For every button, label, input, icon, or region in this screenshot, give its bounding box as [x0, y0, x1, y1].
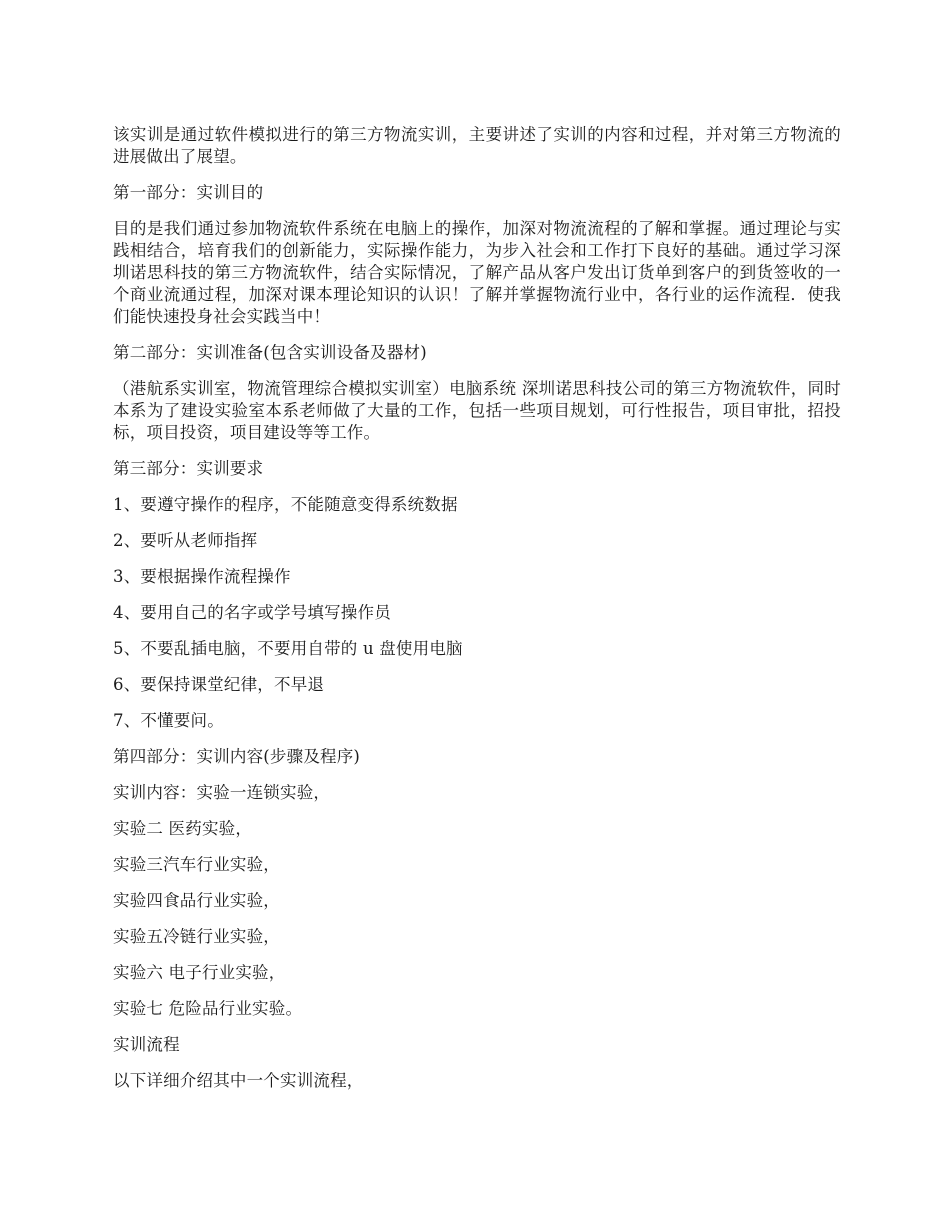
- flow-heading: 实训流程: [113, 1035, 180, 1054]
- experiment-item: 实验六 电子行业实验，: [113, 963, 286, 982]
- requirement-item: 3、要根据操作流程操作: [113, 567, 291, 586]
- part3-heading: 第三部分：实训要求: [113, 459, 264, 478]
- experiment-item: 实验二 医药实验，: [113, 819, 253, 838]
- experiment-item: 实验七 危险品行业实验。: [113, 999, 303, 1018]
- experiment-item: 实训内容：实验一连锁实验，: [113, 783, 331, 802]
- requirement-item: 5、不要乱插电脑，不要用自带的 u 盘使用电脑: [113, 639, 463, 658]
- part2-heading: 第二部分：实训准备(包含实训设备及器材): [113, 343, 427, 362]
- requirement-item: 4、要用自己的名字或学号填写操作员: [113, 603, 391, 622]
- document-body: [113, 124, 841, 1106]
- part1-heading: 第一部分：实训目的: [113, 183, 264, 202]
- experiment-item: 实验五冷链行业实验，: [113, 927, 280, 946]
- experiment-item: 实验四食品行业实验，: [113, 891, 280, 910]
- experiment-item: 实验三汽车行业实验，: [113, 855, 280, 874]
- requirement-item: 7、不懂要问。: [113, 711, 224, 730]
- requirement-item: 6、要保持课堂纪律，不早退: [113, 675, 325, 694]
- part1-paragraph: 目的是我们通过参加物流软件系统在电脑上的操作，加深对物流流程的了解和掌握。通过理论与实践相结合，培育我们的创新能力，实际操作能力，为步入社会和工作打下良好的基础。通过学习深圳诺思科技的第三方物流软件，结合实际情况，了解产品从客户发出订货单到客户的到货签收的一个商业流通过程，加深对课本理论知识的认识！了解并掌握物流行业中，各行业的运作流程．使我们能快速投身社会实践当中！: [113, 219, 841, 326]
- intro-paragraph: 该实训是通过软件模拟进行的第三方物流实训，主要讲述了实训的内容和过程，并对第三方物流的进展做出了展望。: [113, 125, 841, 166]
- flow-intro: 以下详细介绍其中一个实训流程，: [113, 1071, 364, 1090]
- part4-heading: 第四部分：实训内容(步骤及程序): [113, 747, 361, 766]
- part2-paragraph: （港航系实训室，物流管理综合模拟实训室）电脑系统 深圳诺思科技公司的第三方物流软件，同时本系为了建设实验室本系老师做了大量的工作，包括一些项目规划，可行性报告，项目审批，招投标，项目投资，项目建设等等工作。: [113, 379, 841, 442]
- requirement-item: 1、要遵守操作的程序，不能随意变得系统数据: [113, 495, 458, 514]
- requirement-item: 2、要听从老师指挥: [113, 531, 258, 550]
